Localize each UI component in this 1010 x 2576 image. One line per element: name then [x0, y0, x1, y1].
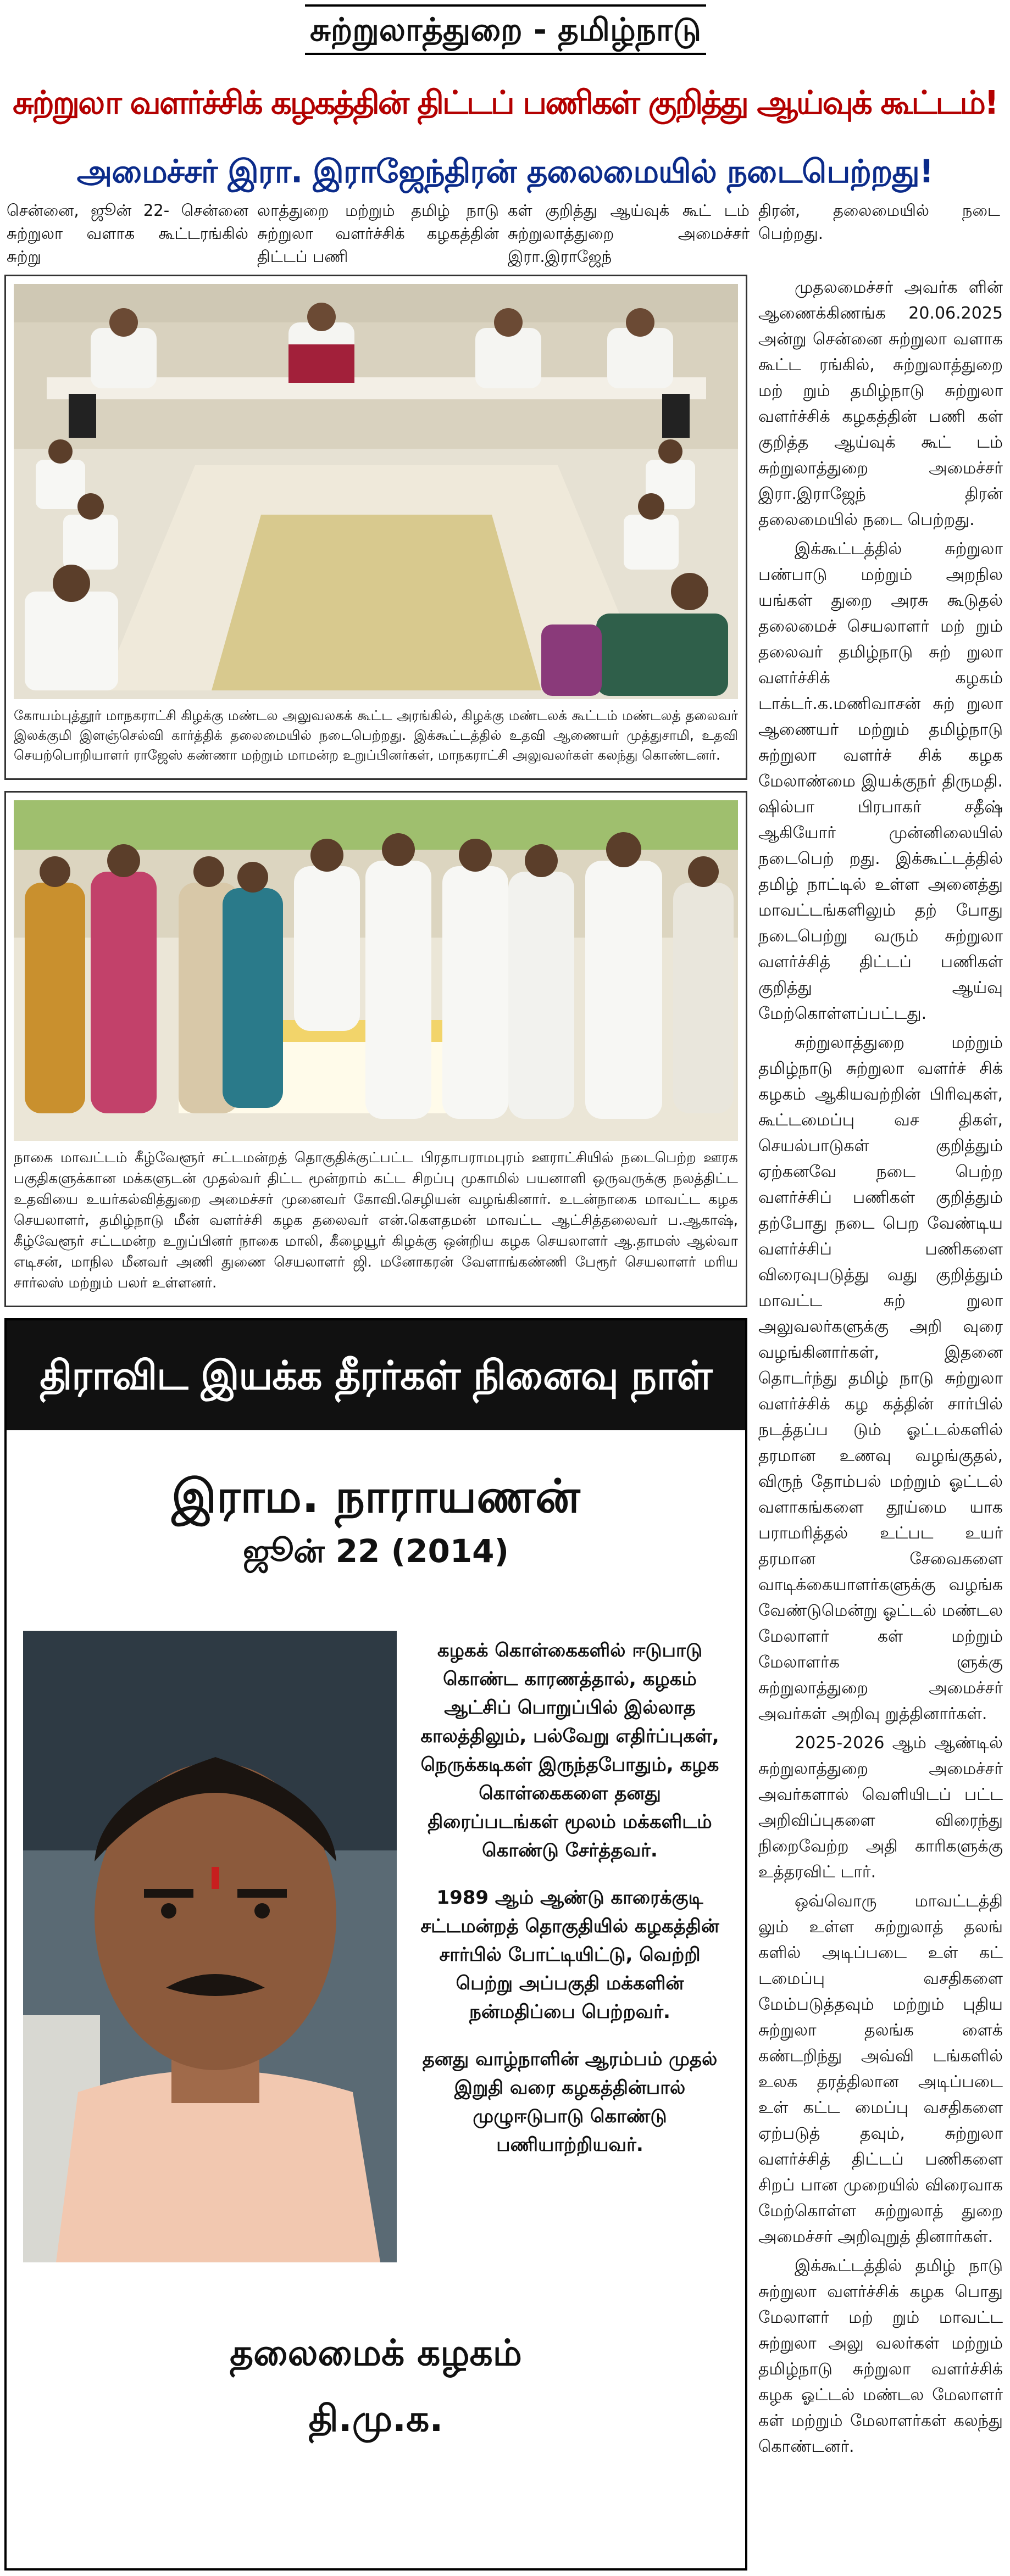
photo-box-meeting: [4, 275, 747, 780]
main-headline: சுற்றுலா வளர்ச்சிக் கழகத்தின் திட்டப் பணிகள் குறித்து ஆய்வுக் கூட்டம்!: [13, 83, 997, 121]
meeting-photo: [14, 284, 738, 699]
article-paragraph: சுற்றுலாத்துறை மற்றும் தமிழ்நாடு சுற்றுலா வளர்ச் சிக் கழகம் ஆகியவற்றின் பிரிவுகள், கூட்டமைப்பு வச திகள், செயல்பாடுகள் குறித்தும் ஏற்கனவே நடை பெற்ற வளர்ச்சிப் பணிகள் குறித்தும் தற்போது நடை பெற வேண்டிய வளர்ச்சிப் பணிகளை விரைவுபடுத்து வது குறித்தும் மாவட்ட சுற் றுலா அலுவலர்களுக்கு அறி வுரை வழங்கினார்கள், இதனை தொடர்ந்து தமிழ் நாடு சுற்றுலா வளர்ச்சிக் கழ கத்தின் சார்பில் நடத்தப்ப டும் ஓட்டல்களில் தரமான உணவு வழங்குதல், விருந் தோம்பல் மற்றும் ஓட்டல் வளாகங்களை தூய்மை யாக பராமரித்தல் உட்பட உயர் தரமான சேவைகளை வாடிக்கையாளர்களுக்கு வழங்க வேண்டுமென்று ஓட்டல் மண்டல மேலாளர் கள் மற்றும் மேலாளர்க ளுக்கு சுற்றுலாத்துறை அமைச்சர் அவர்கள் அறிவு றுத்தினார்கள்.: [758, 1033, 1003, 1724]
tribute-box: [4, 1318, 747, 2571]
portrait-photo: [23, 1631, 397, 2262]
section-header: சுற்றுலாத்துறை - தமிழ்நாடு: [305, 4, 706, 55]
welfare-camp-photo: [14, 800, 738, 1141]
article-paragraph: முதலமைச்சர் அவர்க ளின் ஆணைக்கிணங்க 20.06.2025 அன்று சென்னை சுற்றுலா வளாக கூட்ட ரங்கில், சுற்றுலாத்துறை மற் றும் தமிழ்நாடு சுற்றுலா வளர்ச்சிக் கழகத்தின் பணி கள் குறித்த ஆய்வுக் கூட் டம் சுற்றுலாத்துறை அமைச்சர் இரா.இராஜேந் திரன் தலைமையில் நடை பெற்றது.: [758, 278, 1003, 529]
article-paragraph: 2025-2026 ஆம் ஆண்டில் சுற்றுலாத்துறை அமைச்சர் அவர்களால் வெளியிடப் பட்ட அறிவிப்புகளை விரைந்து நிறைவேற்ற அதி காரிகளுக்கு உத்தரவிட் டார்.: [758, 1733, 1003, 1882]
article-paragraph: இக்கூட்டத்தில் சுற்றுலா பண்பாடு மற்றும் அறநில யங்கள் துறை அரசு கூடுதல் தலைமைச் செயலாளர் மற் றும் தலைவர் தமிழ்நாடு சுற் றுலா வளர்ச்சிக் கழகம் டாக்டர்.க.மணிவாசன் சுற் றுலா ஆணையர் மற்றும் தமிழ்நாடு சுற்றுலா வளர்ச் சிக் கழக மேலாண்மை இயக்குநர் திருமதி. ஷில்பா பிரபாகர் சதீஷ் ஆகியோர் முன்னிலையில் நடைபெற் றது. இக்கூட்டத்தில் தமிழ் நாட்டில் உள்ள அனைத்து மாவட்டங்களிலும் தற் போது நடைபெற்று வரும் சுற்றுலா வளர்ச்சித் திட்டப் பணிகள் குறித்து ஆய்வு மேற்கொள்ளப்பட்டது.: [758, 539, 1003, 1023]
intro-column-3: கள் குறித்து ஆய்வுக் கூட் டம் சுற்றுலாத்துறை அமைச்சர் இரா.இராஜேந்: [508, 201, 750, 266]
article-paragraph: இக்கூட்டத்தில் தமிழ் நாடு சுற்றுலா வளர்ச்சிக் கழக பொது மேலாளர் மற் றும் மாவட்ட சுற்றுலா அலு வலர்கள் மற்றும் தமிழ்நாடு சுற்றுலா வளர்ச்சிக் கழக ஓட்டல் மண்டல மேலாளர் கள் மற்றும் மேலாளர்கள் கலந்து கொண்டனர்.: [758, 2256, 1003, 2456]
photo-box-welfare-camp: [4, 791, 747, 1307]
tribute-footer-party: தி.மு.க.: [308, 2397, 443, 2440]
article-right-column: [758, 275, 1003, 2571]
tribute-text: [410, 1636, 729, 2268]
intro-column-2: லாத்துறை மற்றும் தமிழ் நாடு சுற்றுலா வளர்ச்சிக் கழகத்தின் திட்டப் பணி: [257, 201, 499, 266]
tribute-paragraph: கழகக் கொள்கைகளில் ஈடுபாடு கொண்ட காரணத்தால், கழகம் ஆட்சிப் பொறுப்பில் இல்லாத காலத்திலும், பல்வேறு எதிர்ப்புகள், நெருக்கடிகள் இருந்தபோதும், கழக கொள்கைகளை தனது திரைப்படங்கள் மூலம் மக்களிடம் கொண்டு சேர்த்தவர்.: [420, 1640, 719, 1861]
tribute-name: இராம. நாராயணன்: [171, 1469, 580, 1523]
intro-column-1: சென்னை, ஜூன் 22- சென்னை சுற்றுலா வளாக கூட்டரங்கில் சுற்று: [7, 201, 248, 266]
photo-caption-meeting: கோயம்புத்தூர் மாநகராட்சி கிழக்கு மண்டல அலுவலகக் கூட்ட அரங்கில், கிழக்கு மண்டலக் கூட்டம் மண்டலத் தலைவர் இலக்குமி இளஞ்செல்வி கார்த்திக் தலைமையில் நடைபெற்றது. இக்கூட்டத்தில் உதவி ஆணையர் முத்துசாமி, உதவி செயற்பொறியாளர் ராஜேஸ் கண்ணா மற்றும் மாமன்ற உறுப்பினர்கள், மாநகராட்சி அலுவலர்கள் கலந்து கொண்டனர்.: [14, 707, 738, 763]
intro-column-4: திரன், தலைமையில் நடை பெற்றது.: [758, 201, 1000, 243]
sub-headline: அமைச்சர் இரா. இராஜேந்திரன் தலைமையில் நடைபெற்றது!: [76, 153, 934, 190]
tribute-paragraph: 1989 ஆம் ஆண்டு காரைக்குடி சட்டமன்றத் தொகுதியில் கழகத்தின் சார்பில் போட்டியிட்டு, வெற்றி பெற்று அப்பகுதி மக்களின் நன்மதிப்பை பெற்றவர்.: [420, 1887, 719, 2023]
article-paragraph: ஒவ்வொரு மாவட்டத்தி லும் உள்ள சுற்றுலாத் தலங் களில் அடிப்படை உள் கட் டமைப்பு வசதிகளை மேம்படுத்தவும் மற்றும் புதிய சுற்றுலா தலங்க ளைக் கண்டறிந்து அவ்வி டங்களில் உலக தரத்திலான அடிப்படை உள் கட்ட மைப்பு வசதிகளை ஏற்படுத் தவும், சுற்றுலா வளர்ச்சித் திட்டப் பணிகளை சிறப் பான முறையில் விரைவாக மேற்கொள்ள சுற்றுலாத் துறை அமைச்சர் அறிவுறுத் தினார்கள்.: [758, 1892, 1003, 2246]
tribute-date: ஜூன் 22 (2014): [242, 1532, 509, 1570]
tribute-footer-organisation: தலைமைக் கழகம்: [230, 2332, 522, 2374]
photo-caption-welfare-camp: நாகை மாவட்டம் கீழ்வேளூர் சட்டமன்றத் தொகுதிக்குட்பட்ட பிரதாபராமபுரம் ஊராட்சியில் நடைபெற்ற ஊரக பகுதிகளுக்கான மக்களுடன் முதல்வர் திட்ட மூன்றாம் கட்ட சிறப்பு முகாமில் பயனாளி ஒருவருக்கு நலத்திட்ட உதவியை உயர்கல்வித்துறை அமைச்சர் முனைவர் கோவி.செழியன் வழங்கினார். உடன்நாகை மாவட்ட கழக செயலாளர், தமிழ்நாடு மீன் வளர்ச்சி கழக தலைவர் என்.கௌதமன் மாவட்ட ஆட்சித்தலைவர் ப.ஆகாஷ், கீழ்வேளூர் சட்டமன்ற உறுப்பினர் நாகை மாலி, கீழையூர் கிழக்கு ஒன்றிய கழக செயலாளர் ஆ.தாமஸ் ஆல்வா எடிசன், மாநில மீனவர் அணி துணை செயலாளர் ஜி. மனோகரன் வேளாங்கண்ணி பேரூர் செயலாளர் மரிய சார்லஸ் மற்றும் பலர் உள்ளனர்.: [14, 1150, 738, 1291]
tribute-paragraph: தனது வாழ்நாளின் ஆரம்பம் முதல் இறுதி வரை கழகத்தின்பால் முழுஈடுபாடு கொண்டு பணியாற்றியவர்.: [422, 2048, 718, 2156]
tribute-header: திராவிட இயக்க தீரர்கள் நினைவு நாள்: [7, 1320, 745, 1430]
